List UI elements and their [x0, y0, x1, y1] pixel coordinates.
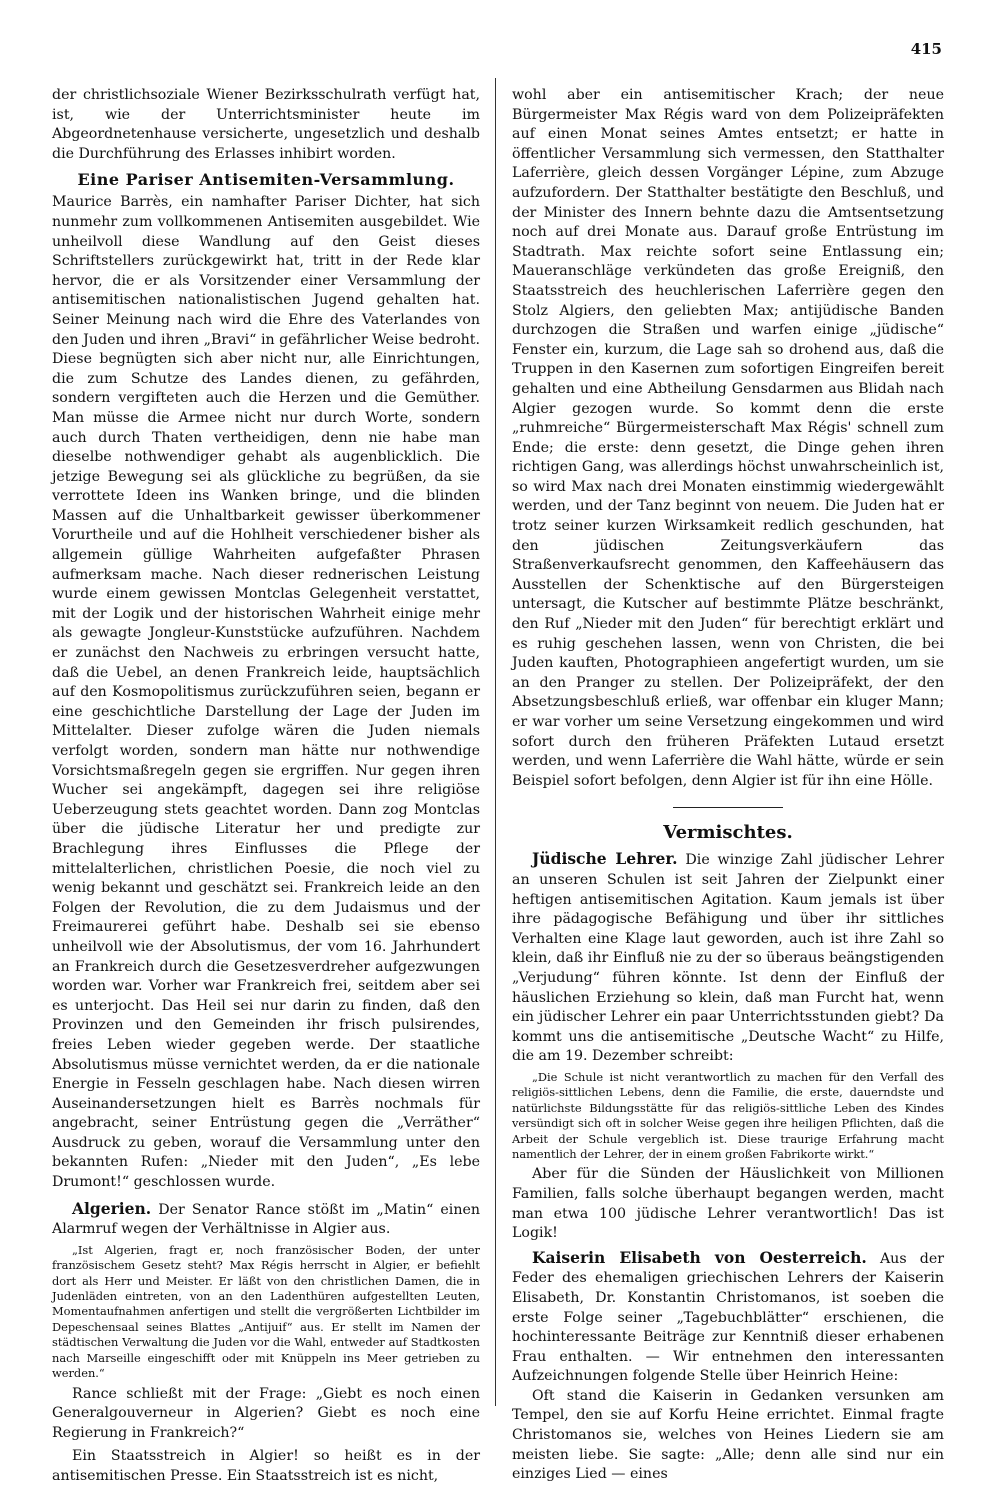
left-paragraph-1: der christlichsoziale Wiener Bezirksschulrath verfügt hat, ist, wie der Unterrichtsminister heute im Abgeordnetenhause versicherte, ungesetzlich und deshalb die Durchführung des Erlasses inhibirt worden. — [52, 87, 480, 162]
right-quote-1: „Die Schule ist nicht verantwortlich zu machen für den Verfall des religiös-sittlichen Lebens, denn die Familie, die erste, dauerndste und natürlichste Bildungsstätte für das religiös-sittliche Leben des Kindes versündigt sich oft in solcher Weise gegen ihre heiligen Pflichten, daß die Arbeit der Schule vergeblich ist. Diese traurige Erfahrung macht namentlich der Lehrer, der in einem großen Fabrikorte wirkt.“ — [512, 1069, 944, 1161]
left-paragraph-5: Ein Staatsstreich in Algier! so heißt es in der antisemitischen Presse. Ein Staatsstreich ist es nicht, — [52, 1448, 480, 1484]
heading-juedische-lehrer: Jüdische Lehrer. — [532, 849, 678, 869]
right-paragraph-2 — [512, 849, 944, 1067]
left-paragraph-2: Maurice Barrès, ein namhafter Pariser Dichter, hat sich nunmehr zum vollkommenen Antisemiten ausgebildet. Wie unheilvoll diese Wandlung auf den Geist dieses Schriftstellers zurückgewirkt hat, tritt in der Rede klar hervor, die er als Vorsitzender einer Versammlung der antisemitischen nationalistischen Jugend gehalten hat. Seiner Meinung nach wird die Ehre des Vaterlandes von den Juden und ihren „Bravi“ in gefährlicher Weise bedroht. Diese begnügten sich aber nicht nur, alle Einrichtungen, die zum Schutze des Landes dienen, zu gefährden, sondern vergifteten auch die Herzen und die Gemüther. Man müsse die Armee nicht nur durch Worte, sondern auch durch Thaten vertheidigen, denn nie habe man dieselbe nothwendiger gehabt als augenblicklich. Die jetzige Bewegung sei als glückliche zu begrüßen, da sie verrottete Ideen ins Wanken bringe, und die blinden Massen auf die Unhaltbarkeit gewisser überkommener Vorurtheile und auf die Hohlheit verschiedener bisher als allgemein güllige Wahrheiten aufgefaßter Phrasen aufmerksam mache. Nach dieser rednerischen Leistung wurde einem gewissen Montclas Gelegenheit verstattet, mit der Logik und der historischen Wahrheit einige mehr als gewagte Jongleur-Kunststücke aufzuführen. Nachdem er zunächst den Nachweis zu erbringen versucht hatte, daß die Uebel, an denen Frankreich leide, hauptsächlich auf den Kosmopolitismus zurückzuführen seien, begann er eine geschichtliche Darstellung der Lage der Juden im Mittelalter. Dieser zufolge wären die Juden niemals verfolgt worden, sondern man hätte nur nothwendige Vorsichtsmaßregeln gegen sie ergriffen. Nur gegen ihren Wucher sei angekämpft, dagegen sei ihre religiöse Ueberzeugung stets geachtet worden. Dann zog Montclas über die jüdische Literatur her und predigte zur Brachlegung ihres Einflusses die Pflege der mittelalterlichen, christlichen Poesie, die noch viel zu wenig bekannt und geschätzt sei. Frankreich leide an den Folgen der Revolution, die zu dem Judaismus und der Freimaurerei geführt habe. Deshalb sei sie ebenso unheilvoll wie der Absolutismus, der vom 16. Jahrhundert an Frankreich durch die Gesetzesverdreher aufgezwungen worden war. Vorher war Frankreich frei, seitdem aber sei es unterjocht. Das Heil sei nur darin zu finden, daß den Provinzen und den Gemeinden ihr frisch pulsirendes, freies Leben wieder gegeben werde. Der staatliche Absolutismus müsse vernichtet werden, da er die nationale Energie in Fesseln geschlagen habe. Nach diesen wirren Auseinandersetzungen hielt es Barrès nochmals für angebracht, seiner Entrüstung gegen die „Verräther“ Ausdruck zu geben, worauf die Versammlung unter den bekannten Rufen: „Nieder mit den Juden“, „Es lebe Drumont!“ geschlossen wurde. — [52, 194, 480, 1191]
left-quote-1: „Ist Algerien, fragt er, noch französischer Boden, der unter französischem Gesetz steht? Max Régis herrscht in Algier, er befiehlt dort als Herr und Meister. Er läßt von den christlichen Damen, die in Judenläden eintreten, von an den Ladenthüren aufgestellten Leuten, Momentaufnahmen anfertigen und stellt die vergrößerten Lichtbilder im Depeschensaal seines Blattes „Antijuif“ aus. Er stellt im Namen der städtischen Verwaltung die Juden vor die Wahl, entweder auf Stadtkosten nach Marseille eingeschifft oder mit Knüppeln ins Meer getrieben zu werden.“ — [52, 1242, 480, 1381]
column-divider — [495, 78, 496, 1406]
algerien-text: Der Senator Rance stößt im „Matin“ einen Alarmruf wegen der Verhältnisse in Algier aus. — [52, 1201, 480, 1238]
right-paragraph-4 — [512, 1248, 944, 1387]
section-separator — [673, 807, 783, 808]
lehrer-text: Die winzige Zahl jüdischer Lehrer an unseren Schulen ist seit Jahren der Zielpunkt einer heftigen antisemitischen Agitation. Kaum jemals ist über ihre pädagogische Befähigung und über ihr sittliches Verhalten eine Klage laut geworden, auch ist ihre Zahl so klein, daß ihr Einfluß nie zu der so überaus beängstigenden „Verjudung“ führen könnte. Ist denn der Einfluß der häuslichen Erziehung so klein, daß man Furcht hat, wenn ein jüdischer Lehrer ein paar Unterrichtsstunden giebt? Da kommt uns die antisemitische „Deutsche Wacht“ zu Hilfe, die am 19. Dezember schreibt: — [512, 852, 945, 1065]
left-paragraph-4: Rance schließt mit der Frage: „Giebt es noch einen Generalgouverneur in Algerien? Giebt es noch eine Regierung in Frankreich?“ — [52, 1385, 480, 1441]
right-column — [512, 86, 944, 1485]
heading-algerien: Algerien. — [72, 1198, 152, 1218]
page-number: 415 — [910, 40, 942, 58]
heading-kaiserin-elisabeth: Kaiserin Elisabeth von Oesterreich. — [532, 1247, 867, 1267]
right-paragraph-3: Aber für die Sünden der Häuslichkeit von Millionen Familien, falls solche überhaupt begangen werden, macht man etwa 100 jüdische Lehrer verantwortlich! Das ist Logik! — [512, 1166, 944, 1242]
right-paragraph-1: wohl aber ein antisemitischer Krach; der neue Bürgermeister Max Régis ward von dem Polizeipräfekten auf einen Monat seines Amtes entsetzt; er hatte in öffentlicher Versammlung sich vermessen, den Statthalter Laferrière, gleich dessen Vorgänger Lépine, zum Abzuge aufzufordern. Der Statthalter bestätigte den Beschluß, und der Minister des Innern behnte dazu die Amtsentsetzung noch auf drei Monate aus. Darauf große Entrüstung im Stadtrath. Max reichte sofort seine Entlassung ein; Maueranschläge verkündeten das große Ereigniß, den Staatsstreich des heuchlerischen Laferrière gegen den Stolz Algiers, den geliebten Max; antijüdische Banden durchzogen die Straßen und warfen einige „jüdische“ Fenster ein, kurzum, die Lage sah so drohend aus, daß die Truppen in den Kasernen zum sofortigen Eingreifen bereit gehalten und eine Abtheilung Gensdarmen aus Blidah nach Algier gezogen wurde. So kommt denn die erste „ruhmreiche“ Bürgermeisterschaft Max Régis' schnell zum Ende; die erste: denn gesetzt, die Dinge gehen ihren richtigen Gang, was allerdings höchst unwahrscheinlich ist, so wird Max nach drei Monaten einstimmig wiedergewählt werden, und der Tanz beginnt von neuem. Die Juden hat er trotz seiner kurzen Wirksamkeit redlich geschunden, hat den jüdischen Zeitungsverkäufern das Straßenverkaufsrecht genommen, den Kaffeehäusern das Ausstellen der Schenktische auf den Bürgersteigen untersagt, die Kutscher auf bestimmte Plätze beschränkt, den Ruf „Nieder mit den Juden“ für berechtigt erklärt und es ruhig geschehen lassen, wenn von Christen, die bei Juden kauften, Photographieen angefertigt wurden, um sie an den Pranger zu stellen. Der Polizeipräfekt, der den Absetzungsbeschluß erließ, war offenbar ein kluger Mann; er war vorher um seine Versetzung eingekommen und wird sofort durch den früheren Präfekten Lutaud ersetzt werden, und wenn Laferrière die Wahl hätte, würde er sein Beispiel sofort befolgen, denn Algier ist für ihn eine Hölle. — [512, 87, 944, 789]
heading-pariser-versammlung: Eine Pariser Antisemiten-Versammlung. — [77, 170, 455, 190]
heading-vermischtes: Vermischtes. — [663, 822, 793, 844]
left-column — [52, 86, 480, 1486]
left-paragraph-3 — [52, 1199, 480, 1240]
right-paragraph-5: Oft stand die Kaiserin in Gedanken versunken am Tempel, den sie auf Korfu Heine errichtet. Einmal fragte Christomanos sie, welches von Heines Liedern sie am meisten liebe. Sie sagte: „Alle; denn alle sind nur ein einziges Lied — eines — [512, 1387, 944, 1483]
kaiserin-text: Aus der Feder des ehemaligen griechischen Lehrers der Kaiserin Elisabeth, Dr. Konstantin Christomanos, ist soeben die erste Folge seiner „Tagebuchblätter“ erschienen, die hochinteressante Beiträge zur Kenntniß dieser erhabenen Frau enthalten. — Wir entnehmen den interessanten Aufzeichnungen folgende Stelle über Heinrich Heine: — [512, 1250, 944, 1385]
